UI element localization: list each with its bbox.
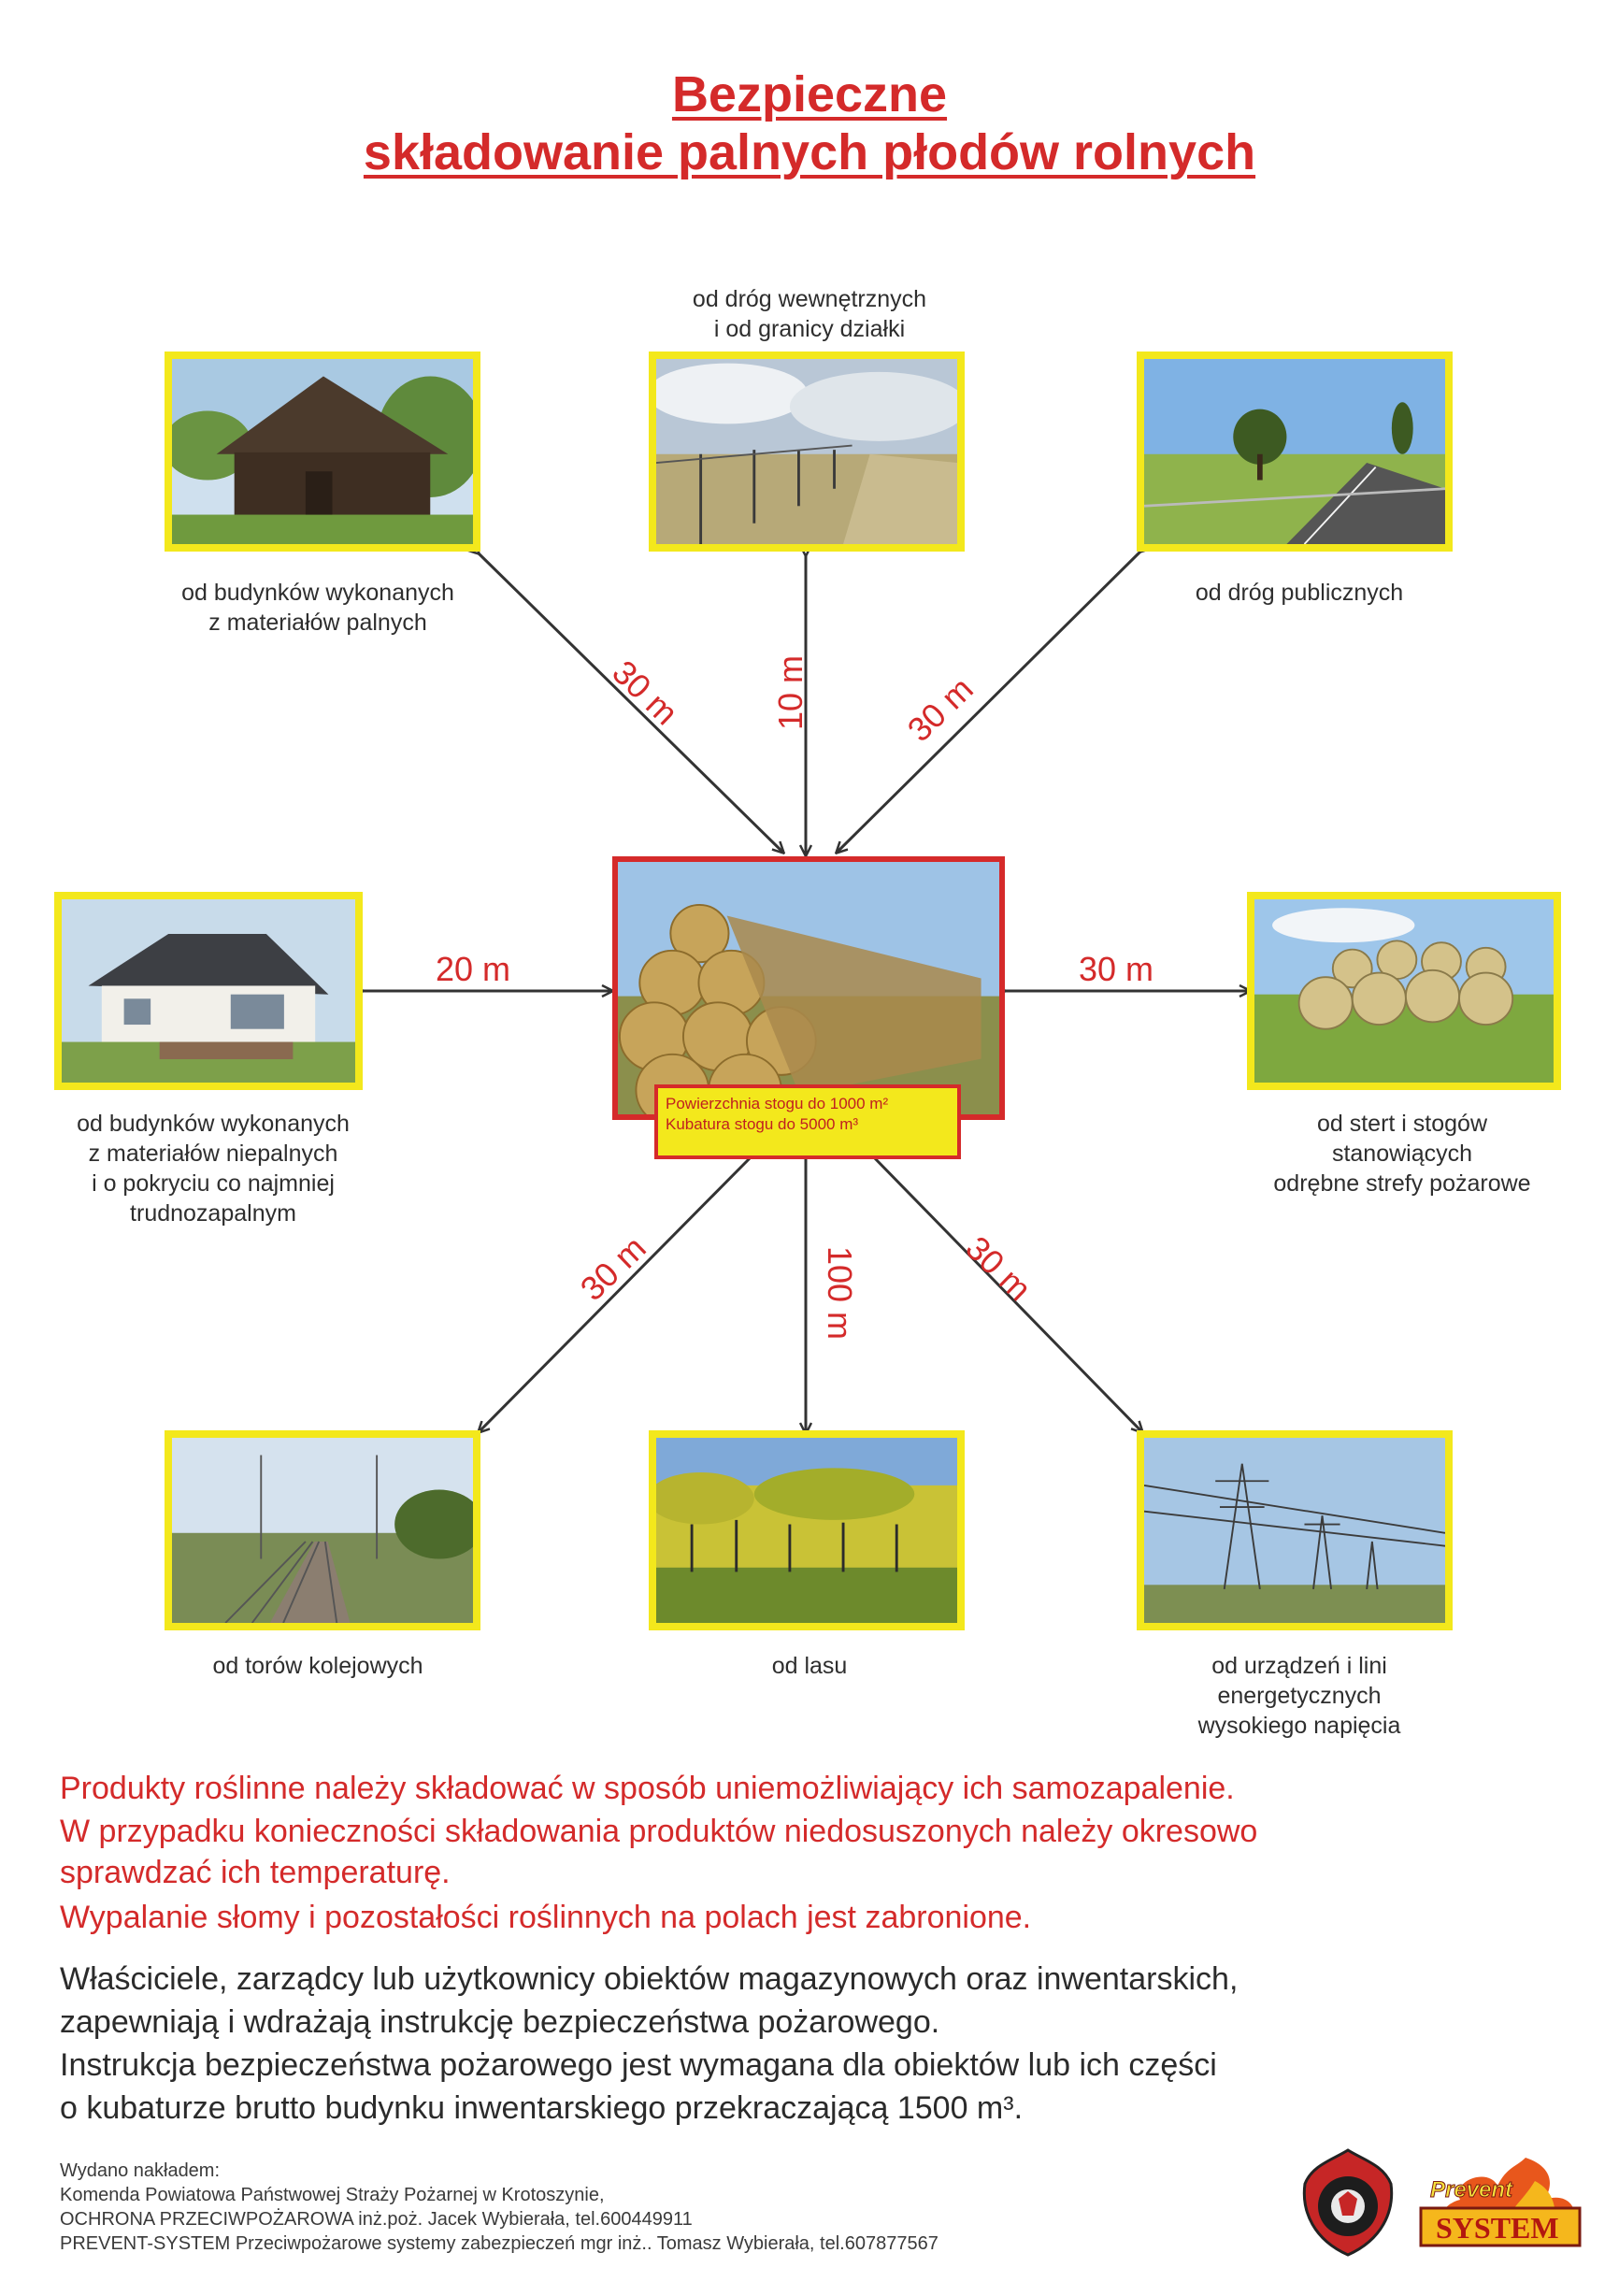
rule-4: o kubaturze brutto budynku inwentarskiego przekraczającą 1500 m³. bbox=[60, 2090, 1024, 2126]
distance-top-left: 30 m bbox=[605, 653, 686, 733]
stack-limits-box bbox=[654, 1084, 961, 1159]
photo-fence-road bbox=[649, 352, 965, 552]
distance-mid-right: 30 m bbox=[1079, 950, 1154, 988]
photo-railway-tracks bbox=[165, 1430, 480, 1630]
photo-hay-bales bbox=[1247, 892, 1561, 1090]
label-stacks: od stert i stogów stanowiących odrębne strefy pożarowe bbox=[1273, 1111, 1531, 1197]
label-public-roads: od dróg publicznych bbox=[1195, 580, 1404, 606]
distance-top-right: 30 m bbox=[899, 669, 981, 750]
label-forest: od lasu bbox=[771, 1653, 848, 1679]
rule-1: Właściciele, zarządcy lub użytkownicy obiektów magazynowych oraz inwentarskich, bbox=[60, 1961, 1239, 1997]
photo-power-lines bbox=[1137, 1430, 1453, 1630]
distance-top-center: 10 m bbox=[771, 654, 810, 731]
warning-4: Wypalanie słomy i pozostałości roślinnych na polach jest zabronione. bbox=[60, 1900, 1032, 1935]
footer-line-2: Komenda Powiatowa Państwowej Straży Pożarnej w Krotoszynie, bbox=[60, 2185, 605, 2205]
distance-bottom-center: 100 m bbox=[821, 1245, 860, 1341]
fire-brigade-logo bbox=[1297, 2146, 1398, 2259]
stack-area-limit: Powierzchnia stogu do 1000 m² bbox=[666, 1095, 889, 1112]
photo-modern-house bbox=[54, 892, 363, 1090]
footer-line-1: Wydano nakładem: bbox=[60, 2160, 221, 2181]
distance-bottom-right: 30 m bbox=[958, 1228, 1039, 1309]
distance-bottom-left: 30 m bbox=[572, 1228, 653, 1309]
prevent-system-logo bbox=[1413, 2148, 1587, 2253]
arrow-top-right bbox=[837, 552, 1140, 853]
label-noncombustible-buildings: od budynków wykonanych z materiałów niepalnych i o pokryciu co najmniej trudnozapalnym bbox=[77, 1111, 350, 1227]
stack-volume-limit: Kubatura stogu do 5000 m³ bbox=[666, 1115, 859, 1133]
arrow-bottom-left bbox=[479, 1155, 752, 1432]
label-combustible-buildings: od budynków wykonanych z materiałów palnych bbox=[181, 580, 454, 636]
label-railway: od torów kolejowych bbox=[212, 1653, 423, 1679]
rule-2: zapewniają i wdrażają instrukcję bezpieczeństwa pożarowego. bbox=[60, 2004, 940, 2040]
prevent-logo-line-1: Prevent bbox=[1430, 2177, 1513, 2203]
label-power-lines: od urządzeń i lini energetycznych wysokiego napięcia bbox=[1197, 1653, 1401, 1739]
photo-wooden-barn bbox=[165, 352, 480, 552]
footer-line-3: OCHRONA PRZECIWPOŻAROWA inż.poż. Jacek Wybierała, tel.600449911 bbox=[60, 2209, 693, 2230]
distance-mid-left: 20 m bbox=[436, 950, 511, 988]
warning-1: Produkty roślinne należy składować w sposób uniemożliwiający ich samozapalenie. bbox=[60, 1771, 1235, 1806]
title-line-2: składowanie palnych płodów rolnych bbox=[363, 124, 1256, 180]
warning-2: W przypadku konieczności składowania produktów niedosuszonych należy okresowo bbox=[60, 1814, 1258, 1849]
title-line-1: Bezpieczne bbox=[671, 66, 948, 122]
photo-public-road bbox=[1137, 352, 1453, 552]
photo-bale-stack bbox=[612, 856, 1005, 1120]
rule-3: Instrukcja bezpieczeństwa pożarowego jest wymagana dla obiektów lub ich części bbox=[60, 2047, 1217, 2083]
label-internal-roads: od dróg wewnętrznych i od granicy działki bbox=[692, 286, 927, 342]
warning-3: sprawdzać ich temperaturę. bbox=[60, 1855, 451, 1890]
photo-forest bbox=[649, 1430, 965, 1630]
prevent-logo-line-2: SYSTEM bbox=[1436, 2211, 1559, 2245]
footer-line-4: PREVENT-SYSTEM Przeciwpożarowe systemy zabezpieczeń mgr inż.. Tomasz Wybierała, tel.607877567 bbox=[60, 2233, 938, 2254]
